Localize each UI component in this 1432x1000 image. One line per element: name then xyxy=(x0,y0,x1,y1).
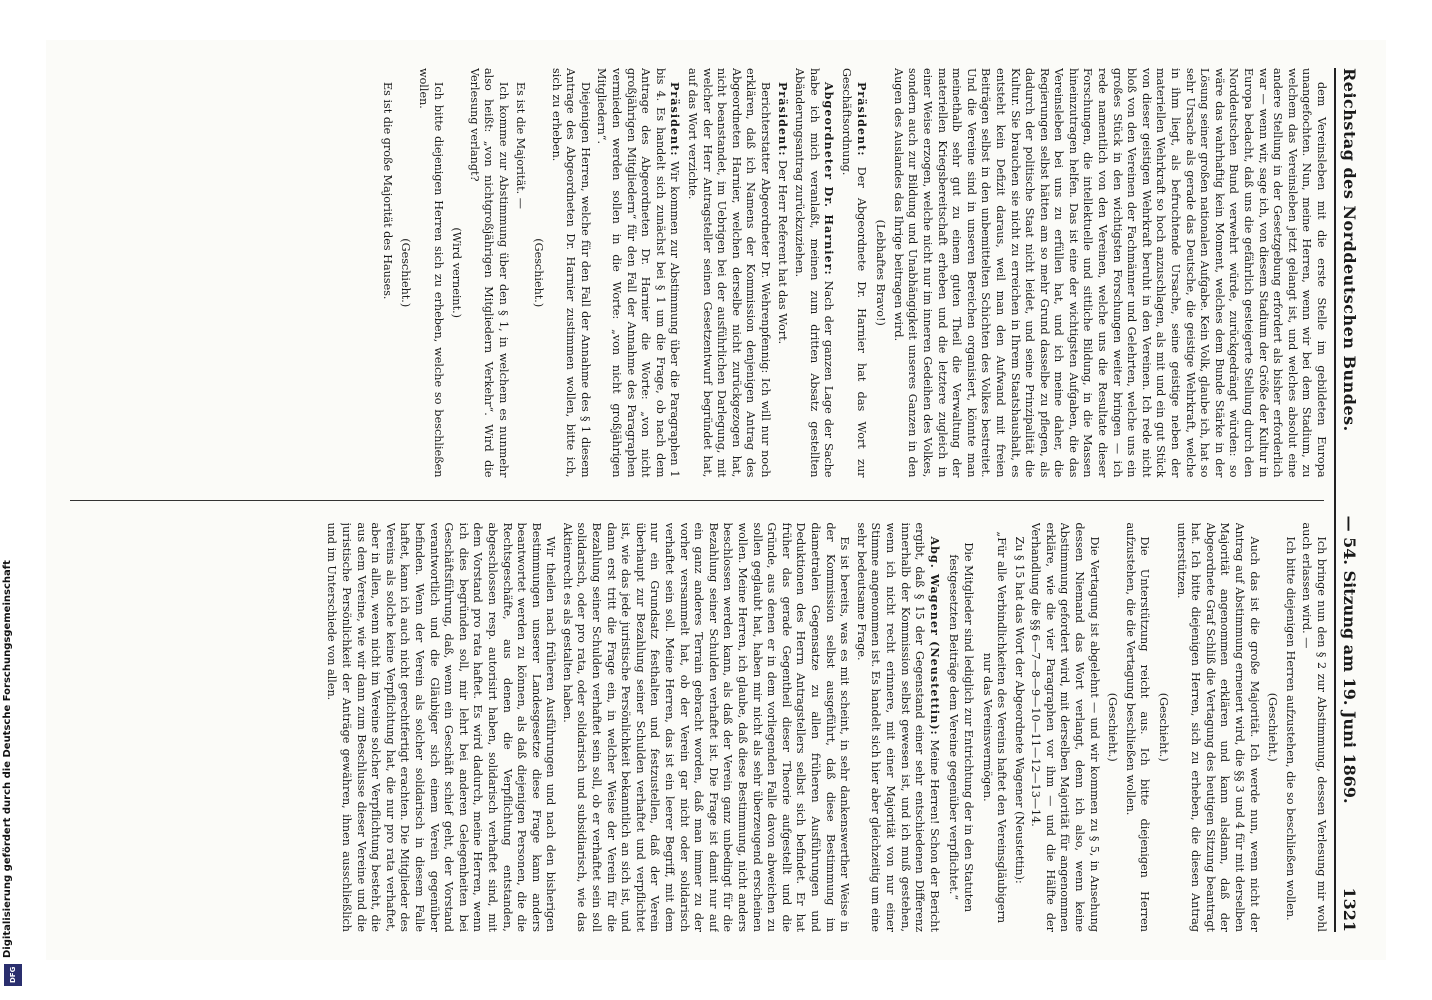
speech-text: Der Herr Referent hat das Wort. xyxy=(775,160,789,345)
speech-text: Wir kommen zur Abstimmung über die Paragraphen 1 bis 4. Es handelt sich zunächst bei § 1 um die Frage, ob nach dem Antrage des Abgeordneten Dr. Harnier die Worte: „von nicht großjährigen Mitgliedern“ für den Fall der Annahme des Paragraphen vermieden werden sollen in die Worte: „von nicht großjährigen Mitgliedern“. xyxy=(595,68,682,478)
speaker-name: Abgeordneter Dr. Harnier: xyxy=(822,82,837,276)
body-paragraph: Auch das ist die große Majorität. Ich werde nun, wenn nicht der Antrag auf Abstimmung erneuert wird, die §§ 3 und 4 für mit derselben Majorität angenommen erklären und kann alsdann, daß der Abgeordnete Graf Schliß die Vertagung des heutigen Sitzung beantragt hat. Ich bitte diejenigen Herren, sich zu erheben, die diesen Antrag unterstützen. xyxy=(1174,522,1261,932)
right-column xyxy=(70,523,1328,933)
stage-direction: Die Mitglieder sind lediglich zur Entrichtung der in den Statuten festgesetzten Beiträge dem Vereine gegenüber verpflichtet.“ xyxy=(947,542,975,913)
stage-direction: (Geschieht.) xyxy=(399,238,413,308)
speech-text: Der Abgeordnete Dr. Harnier hat das Wort zur Geschäftsordnung. xyxy=(840,68,868,478)
scanned-page xyxy=(46,40,1386,960)
body-paragraph: Die Vertagung ist abgelehnt — und wir kommen zu § 5, in Ansehung dessen Niemand das Wort verlangt, denn ich also, wenn keine Abstimmung gefordert wird, mit derselben Majorität für angenommen erkläre, wie die vier Paragraphen vor ihm — und die Hälfte der Verhandlung die §§ 6—7—8—9—10—11—12—13—14. xyxy=(1029,522,1101,932)
body-paragraph: Ich bitte diejenigen Herren aufzustehen, die so beschließen wollen. xyxy=(1283,536,1297,921)
body-paragraph: Es ist die Majorität. — xyxy=(513,82,527,209)
page-number: 1321 xyxy=(1340,887,1359,932)
stage-direction: (Geschieht.) xyxy=(1266,692,1280,762)
session-info: — 54. Sitzung am 19. Juni 1869. xyxy=(1340,515,1359,804)
speech-text: Meine Herren! Schon der Bericht ergibt, daß § 15 der Gegenstand einer sehr entschiedenen Differenz innerhalb der Kommission selbst gewesen ist, und ich muß gestehen, wenn ich nicht recht erinnere, mit einer Majorität von nur einer Stimme angenommen ist. Es handelt sich hier aber gleichzeitig um eine sehr bedeutsame Frage. xyxy=(854,522,941,932)
stage-direction: „Für alle Verbindlichkeiten des Vereins haftet den Vereinsgläubigern nur das Vereinsvermögen. xyxy=(980,531,1009,924)
digitization-footer xyxy=(4,366,22,986)
left-column xyxy=(70,68,1328,478)
body-paragraph: Ich bringe nun den § 2 zur Abstimmung, dessen Verlesung mir wohl auch erlassen wird. — xyxy=(1300,522,1328,932)
page-title: Reichstag des Norddeutschen Bundes. xyxy=(1340,68,1359,432)
column-divider xyxy=(70,500,1324,501)
stage-direction: (Lebhaftes Bravo!) xyxy=(874,219,888,326)
body-paragraph: Diejenigen Herren, welche für den Fall der Annahme des § 1 diesem Antrage des Abgeordneten Dr. Harnier zustimmen wollen, bitte ich, sich zu erheben. xyxy=(549,68,592,478)
speech-paragraph xyxy=(838,68,868,478)
speaker-name: Präsident: xyxy=(668,82,683,157)
body-paragraph: Die Unterstützung reicht aus. Ich bitte diejenigen Herren aufzustehen, die die Vertagung beschließen wollen. xyxy=(1123,522,1152,932)
speech-paragraph xyxy=(594,68,683,478)
stage-direction: (Geschieht.) xyxy=(1157,692,1171,762)
text-columns xyxy=(70,68,1328,932)
speaker-name: Abg. Wagener (Neustettin): xyxy=(927,536,942,736)
body-paragraph: Es ist die große Majorität des Hauses. xyxy=(380,82,394,300)
speech-paragraph xyxy=(853,523,942,933)
speech-paragraph xyxy=(774,68,790,478)
stage-direction: (Wird verneint.) xyxy=(450,227,464,319)
stage-direction: (Geschieht.) xyxy=(532,238,546,308)
body-paragraph: Zu § 15 hat das Wort der Abgeordnete Wagener (Neustettin): xyxy=(1012,536,1026,884)
stage-direction: (Geschieht.) xyxy=(1106,692,1120,762)
body-paragraph: Es ist bereits, was es mit scheint, in sehr dankenswerther Weise in der Kommission selbst ausgeführt, daß diese Bestimmung im diametralen Gegensatze zu allen früheren Ausführungen und Deduktionen des Herrn Antragstellers selbst sich befindet. Er hat früher das gerade Gegentheil dieser Theorie aufgestellt und die Gründe, aus denen er in dem vorliegenden Falle davon abweichen zu sollen geglaubt hat, haben mir nicht als sehr überzeugend erscheinen wollen. Meine Herren, ich glaube, daß diese Bestimmung, nicht anders beschlossen werden kann, als daß der Verein ganz unbedingt für die Bezahlung seiner Schulden verhaftet ist. Die Frage ist damit nur auf ein ganz anderes Terrain gebracht worden, daß man immer zu der vorher versammelt hat, ob der Verein gar nicht oder solidarisch verhaftet sein soll. Meine Herren, das ist ein leerer Begriff, mit dem nur ein Grundsatz festhalten und festzustellen, daß der Verein überhaupt zur Bezahlung seiner Schulden verhaftet und verpflichtet ist, wie das jede juristische Persönlichkeit bekanntlich an sich ist, und dann erst tritt die Frage ein, in welcher Weise der Verein für die Bezahlung seiner Schulden verhaftet sein soll, ob er verhaftet sein soll solidarisch, oder pro rata, oder solidarisch und subsidiarisch, wie das Aktienrecht es als gestalten haben. xyxy=(560,522,852,932)
speaker-name: Präsident: xyxy=(854,82,869,157)
body-paragraph: Ich komme zur Abstimmung über den § 1, in welchem es nunmehr also heißt: „von nichtgroßjährigen Mitgliedern Verkehr“. Wird die Verlesung verlangt? xyxy=(467,68,510,478)
speaker-name: Präsident: xyxy=(775,82,790,157)
speech-text: Nach der ganzen Lage der Sache habe ich mich veranlaßt, meinen zum dritten Absatz gestellten Abänderungsantrag zurückzuziehen. xyxy=(793,68,836,478)
dfg-credit: Digitalisierung gefördert durch die Deutsche Forschungsgemeinschaft xyxy=(2,560,13,958)
body-paragraph: Berichterstatter Abgeordneter Dr. Wehrenpfennig: Ich will nur noch erklären, daß ich Namens der Kommission denjenigen Antrag des Abgeordneten Harnier, welchen derselbe nicht zurückgezogen hat, nicht beanstandet, im Uebrigen bei der ausführlichen Darlegung, mit welcher der Herr Antragsteller seinen Gesetzentwurf begründet hat, auf das Wort verzichte. xyxy=(686,68,773,478)
body-paragraph: Wir theilen nach früheren Ausführungen und nach den bisherigen Bestimmungen unserer Landesgesetze diese Frage kann anders beantwortet werden zu können, als daß diejenigen Personen, die die Rechtsgeschäfte, aus denen die Verpflichtung entstanden, abgeschlossen resp. autorisirt haben, solidarisch verhaftet sind, mit dem Vorstand pro rata haftet. Es wird dadurch, meine Herren, wenn ich dies begründen soll, mir lehrt bei anderen Gelegenheiten bei Geschäftsführung, daß, wenn ein Geschäft schief geht, der Vorstand verantwortlich und die Gläubiger sich einem Verein gegenüber befinden. Wenn der Verein als solcher solidarisch in diesem Falle haftet, kann ich auch nicht gerechtfertigt erachten. Die Mitglieder des Vereins als solche keine Verpflichtung hat, die nur pro rata verhaftet, aber in allen, wenn nicht im Vereine solcher Verpflichtung besteht, die aus dem Vereine, wie wir dann zum Beschlusse dieser Vereine und die juristische Persönlichkeit der Anträge gewähren, ihnen ausschließlich und im Unterschiede von allen. xyxy=(325,522,558,932)
dfg-logo: DFG xyxy=(4,964,22,986)
page-header xyxy=(1334,68,1372,932)
speech-paragraph xyxy=(792,68,837,478)
body-paragraph: Ich bitte diejenigen Herren sich zu erheben, welche so beschließen wollen. xyxy=(416,68,445,478)
body-paragraph: dem Vereinsleben mit die erste Stelle im gebildeten Europa unangefochten. Nun, meine Herren, wenn wir bei dem Stadium, zu welchem das Vereinsleben jetzt gelangt ist, und welches absolut eine andere Stellung in der Gesetzgebung erfordert als bisher erforderlich war — wenn wir, sage ich, von diesem Stadium der Größe der Kultur in Europa bedacht, daß uns die gefährlich gesteigerte Stellung durch den Norddeutschen Bund verwehrt würde, zurückgedrängt würden: so wäre das wahrhaftig kein Moment, welches dem Bunde Stärke in der Lösung seiner großen nationalen Aufgabe. Kein Volk, glaube ich, hat so sehr Ursache als gerade das Deutsche, die geistige Wehrkraft, welche in ihm liegt, als befruchtende Ursache, seine geistige neben der materiellen Wehrkraft so hoch anzuschlagen, als mit und ein gut Stück von dieser geistigen Wehrkraft beruht in den Vereinen. Ich rede nicht bloß von den Vereinen der Fachmänner und Gelehrten, welche uns ein großes Stück in den wichtigsten Forschungen weiter bringen — ich rede namentlich von den Vereinen, welche uns die Resultate dieser Forschungen, die intellektuelle und sittliche Bildung, in die Massen hineinzutragen helfen. Das ist eine der wichtigsten Aufgaben, die das Vereinsleben bei uns zu erfüllen hat, und ich meine daher, die Regierungen selbst hätten am so mehr Grund dasselbe zu pflegen, als dadurch der politische Staat nicht leidet, und seine Prinzipalität die Kultur. Sie brauchen sie nicht zu erreichen in Ihrem Staatshaushalt, es entsteht kein Defizit daraus, weil man den Aufwand mit freien Beiträgen selbst in den unbemittelten Schichten des Volkes bestreitet. Und die Vereine sind in unseren Bereichen organisiert, könnte man meinethalb sehr gut zu einem guten Theil die Verwaltung der materiellen Kriegsbereitschaft erheben und die letztere zugleich in einer Weise erzogen, welche nicht nur im inneren Gedeihen des Volkes, sondern auch zur Bildung und Unabhängigkeit unseres Ganzen in den Augen des Auslandes das Ihrige beitragen wird. xyxy=(891,68,1328,478)
